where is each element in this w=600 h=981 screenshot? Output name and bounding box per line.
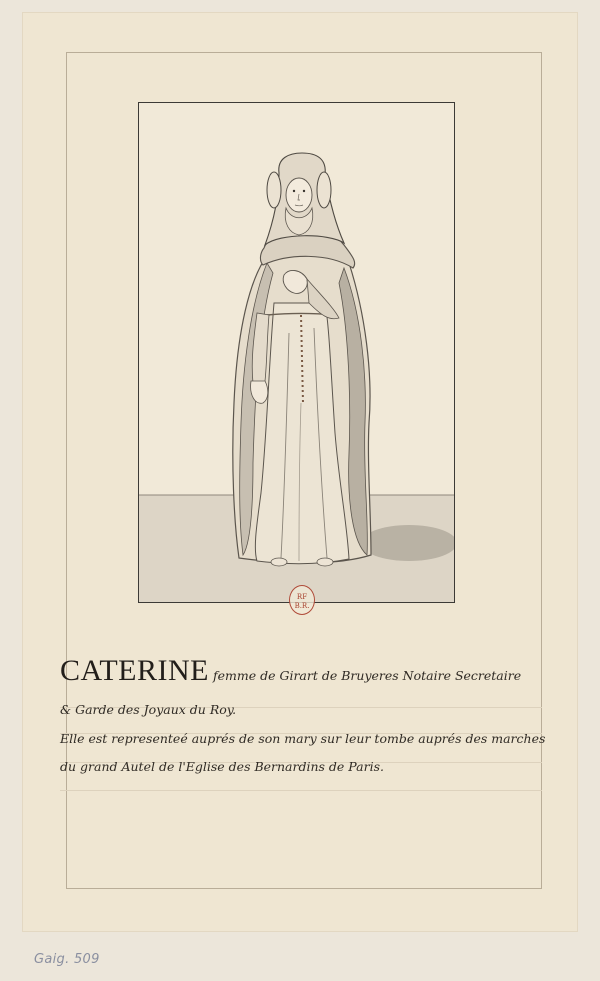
caption-line-2: & Garde des Joyaux du Roy. <box>60 702 237 717</box>
nun-figure-drawing <box>139 103 454 602</box>
caption-line-1-text: femme de Girart de Bruyeres Notaire Secretaire <box>213 668 522 683</box>
caption-line-3: Elle est representeé auprés de son mary sur leur tombe auprés des marches <box>60 731 546 746</box>
ruled-line <box>60 790 542 791</box>
caption-line-4: du grand Autel de l'Eglise des Bernardins de Paris. <box>60 759 384 774</box>
caption-line-1 <box>60 654 521 688</box>
stamp-text-top: RF <box>296 593 308 601</box>
library-stamp <box>289 585 315 615</box>
stamp-text-bottom: B.R. <box>294 602 310 610</box>
illustration-frame <box>138 102 455 603</box>
caption-title: CATERINE <box>60 654 209 687</box>
shelfmark-annotation: Gaig. 509 <box>34 952 100 967</box>
